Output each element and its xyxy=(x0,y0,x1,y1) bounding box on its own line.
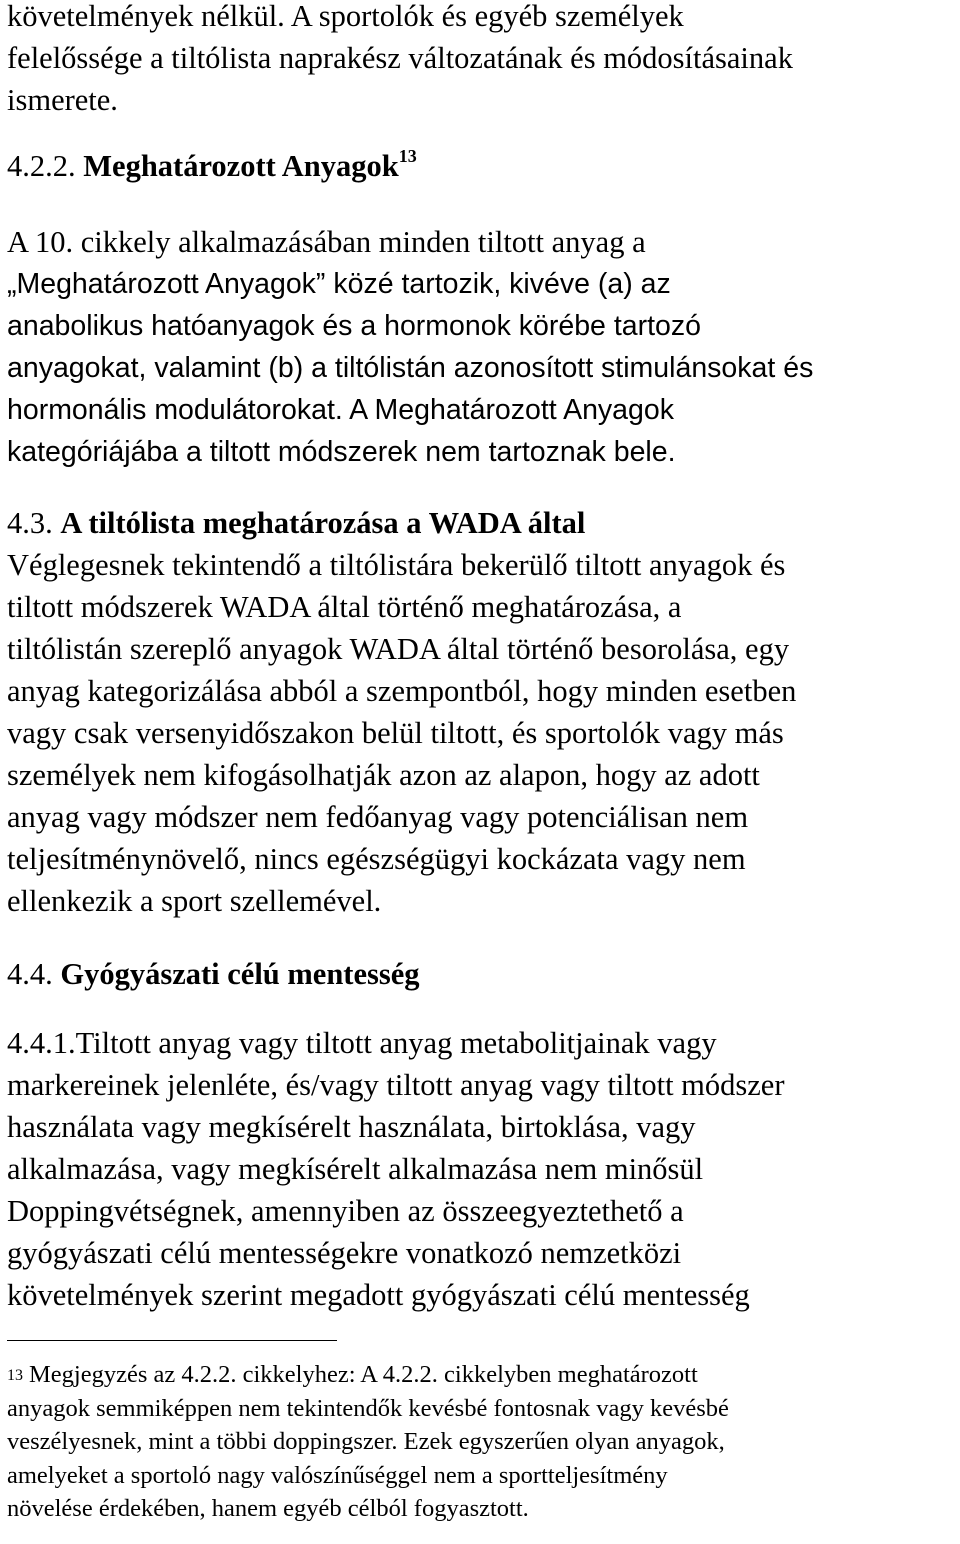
text-line: alkalmazása, vagy megkísérelt alkalmazása nem minősül xyxy=(7,1152,704,1186)
footnote-line: amelyeket a sportoló nagy valószínűséggel nem a sportteljesítmény xyxy=(7,1461,668,1489)
text-line: teljesítménynövelő, nincs egészségügyi kockázata vagy nem xyxy=(7,842,746,876)
footnote-separator xyxy=(7,1340,337,1341)
text-line: anyag vagy módszer nem fedőanyag vagy potenciálisan nem xyxy=(7,800,749,834)
section-title: A tiltólista meghatározása a WADA által xyxy=(60,506,586,540)
text-line: markereinek jelenléte, és/vagy tiltott anyag vagy tiltott módszer xyxy=(7,1068,785,1102)
footnote-line: növelése érdekében, hanem egyéb célból fogyasztott. xyxy=(7,1495,529,1522)
text-line: vagy csak versenyidőszakon belül tiltott, és sportolók vagy más xyxy=(7,716,784,750)
footnote-reference: 13 xyxy=(398,146,417,166)
text-line: „Meghatározott Anyagok” közé tartozik, kivéve (a) az xyxy=(7,268,671,300)
text-line: használata vagy megkísérelt használata, birtoklása, vagy xyxy=(7,1110,696,1144)
text-line: követelmények nélkül. A sportolók és egyéb személyek xyxy=(7,0,684,33)
paragraph-4-3 xyxy=(7,544,957,922)
paragraph-4-4-1 xyxy=(7,1022,957,1316)
footnote-line: Megjegyzés az 4.2.2. cikkelyhez: A 4.2.2. cikkelyben meghatározott xyxy=(29,1361,698,1388)
text-line: A 10. cikkely alkalmazásában minden tiltott anyag a xyxy=(7,225,646,259)
section-number: 4.2.2. xyxy=(7,149,76,183)
text-line: személyek nem kifogásolhatják azon az alapon, hogy az adott xyxy=(7,758,760,792)
text-line: tiltott módszerek WADA által történő meghatározása, a xyxy=(7,590,682,624)
footnote xyxy=(7,1358,957,1526)
section-number: 4.4.1. xyxy=(7,1026,76,1060)
text-line: gyógyászati célú mentességekre vonatkozó nemzetközi xyxy=(7,1236,682,1270)
section-heading-4-4 xyxy=(7,953,957,995)
footnote-line: veszélyesnek, mint a többi doppingszer. Ezek egyszerűen olyan anyagok, xyxy=(7,1428,725,1455)
text-line: Doppingvétségnek, amennyiben az összeegyeztethető a xyxy=(7,1194,684,1228)
section-number: 4.4. xyxy=(7,957,53,991)
section-heading-4-2-2 xyxy=(7,145,957,187)
section-heading-4-3 xyxy=(7,502,957,544)
text-line: anyagokat, valamint (b) a tiltólistán azonosított stimulánsokat és xyxy=(7,352,814,384)
text-line: anyag kategorizálása abból a szempontból, hogy minden esetben xyxy=(7,674,797,708)
section-title: Meghatározott Anyagok xyxy=(83,149,399,183)
footnote-line: anyagok semmiképpen nem tekintendők kevésbé fontosnak vagy kevésbé xyxy=(7,1394,729,1422)
text-line: Véglegesnek tekintendő a tiltólistára bekerülő tiltott anyagok és xyxy=(7,548,786,582)
section-number: 4.3. xyxy=(7,506,53,540)
text-line: tiltólistán szereplő anyagok WADA által történő besorolása, egy xyxy=(7,632,790,666)
text-line: felelőssége a tiltólista naprakész változatának és módosításainak xyxy=(7,41,793,75)
footnote-mark: 13 xyxy=(7,1367,23,1384)
text-line: hormonális modulátorokat. A Meghatározott Anyagok xyxy=(7,394,674,426)
text-line: anabolikus hatóanyagok és a hormonok körébe tartozó xyxy=(7,310,701,342)
paragraph-4-2-2 xyxy=(7,221,957,473)
text-line: követelmények szerint megadott gyógyászati célú mentesség xyxy=(7,1278,750,1312)
intro-paragraph xyxy=(7,0,957,121)
text-line: Tiltott anyag vagy tiltott anyag metabolitjainak vagy xyxy=(75,1026,717,1060)
text-line: ismerete. xyxy=(7,83,118,117)
text-line: kategóriájába a tiltott módszerek nem tartoznak bele. xyxy=(7,436,676,468)
section-title: Gyógyászati célú mentesség xyxy=(60,957,420,991)
text-line: ellenkezik a sport szellemével. xyxy=(7,884,382,918)
